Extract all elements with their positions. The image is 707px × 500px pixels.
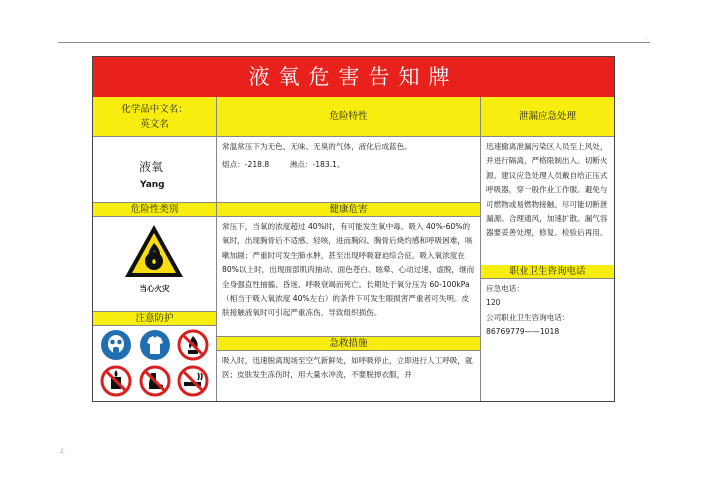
precautions-header: 注意防护: [93, 312, 217, 326]
hazard-properties-cell: [217, 137, 481, 203]
hazard-class-header: 危险性类别: [93, 203, 217, 217]
fire-warning-label: 当心火灾: [139, 284, 170, 293]
page-mark-bottom: 2 ·: [60, 448, 68, 455]
consult-header: 职业卫生咨询电话: [481, 265, 614, 279]
chemical-name-en: Yang: [140, 180, 165, 190]
no-impact-shoes-icon: [139, 365, 171, 397]
company-consult-label: 公司职业卫生咨询电话：: [486, 312, 570, 322]
first-aid-cell: [217, 351, 481, 401]
precautions-icons-cell: [93, 326, 217, 401]
name-label-en: 英文名: [140, 118, 169, 130]
hazard-notice-board: [92, 56, 615, 402]
leak-response-text: 迅速撤离泄漏污染区人员至上风处，并进行隔离，严格限制出入。切断火源。建议应急处理人员戴自给正压式呼吸器，穿一般作业工作服。避免与可燃物或易燃物接触。尽可能切断泄漏源。合理通风，加速扩散。漏气容器要妥善处理，修复、检验后再用。: [486, 142, 608, 238]
chemical-name-cn: 液氧: [139, 160, 164, 174]
leak-response-cell: [481, 137, 614, 265]
page-mark-top: ·: [645, 37, 647, 44]
top-rule: [58, 42, 650, 43]
melting-point: 熔点：-218.8: [222, 160, 270, 170]
no-smoking-icon: [177, 365, 209, 397]
name-label-cell: [93, 97, 217, 137]
name-label-cn: 化学品中文名：: [121, 103, 188, 115]
health-hazard-header: 健康危害: [217, 203, 481, 217]
hazard-sign-cell: [93, 217, 217, 312]
properties-points: [222, 158, 476, 172]
protective-clothing-icon: [139, 329, 171, 361]
leak-response-header: 泄漏应急处理: [481, 97, 614, 137]
fire-warning-icon: [123, 223, 185, 279]
boiling-point: 沸点：-183.1。: [289, 160, 345, 170]
chemical-name-cell: [93, 137, 217, 203]
consult-cell: [481, 279, 614, 401]
emergency-number: 120: [486, 298, 501, 308]
board-title: 液氧危害告知牌: [93, 57, 614, 97]
hazard-properties-header: 危险特性: [217, 97, 481, 137]
no-open-flame-icon: [177, 329, 209, 361]
no-fire-icon: [100, 365, 132, 397]
emergency-label: 应急电话：: [486, 284, 524, 293]
company-consult-number: 86769779——1018: [486, 327, 560, 337]
properties-description: 常温常压下为无色、无味、无臭的气体，液化后成蓝色。: [222, 142, 412, 151]
health-hazard-text: 常压下，当氧的浓度超过 40%时，有可能发生氧中毒。吸入 40%-60%的氧时，出现胸骨后不适感、轻咳，进而胸闷、胸骨后烧灼感和呼吸困难，咳嗽加剧；严重时可发生肺水肿，甚至出现呼吸窘迫综合征。吸入氧浓度在 80%以上时，出现面部肌肉抽动、面色苍白、眩晕、心动过速、虚脱，继而全身强直性抽搐、昏迷、呼吸衰竭而死亡。长期处于氧分压为 60-100kPa（相当于吸入氧浓度 40%左右）的条件下可发生眼损害严重者可失明。皮肤接触液氧时可引起严重冻伤，导致组织损伤。: [222, 222, 475, 318]
first-aid-header: 急救措施: [217, 337, 481, 351]
health-hazard-cell: [217, 217, 481, 337]
gas-mask-icon: [100, 329, 132, 361]
first-aid-text: 吸入时，迅速脱离现场至空气新鲜处，如呼吸停止，立即进行人工呼吸，就医；皮肤发生冻伤时，用大量水冲洗，不要脱掉衣服，并: [222, 356, 473, 380]
